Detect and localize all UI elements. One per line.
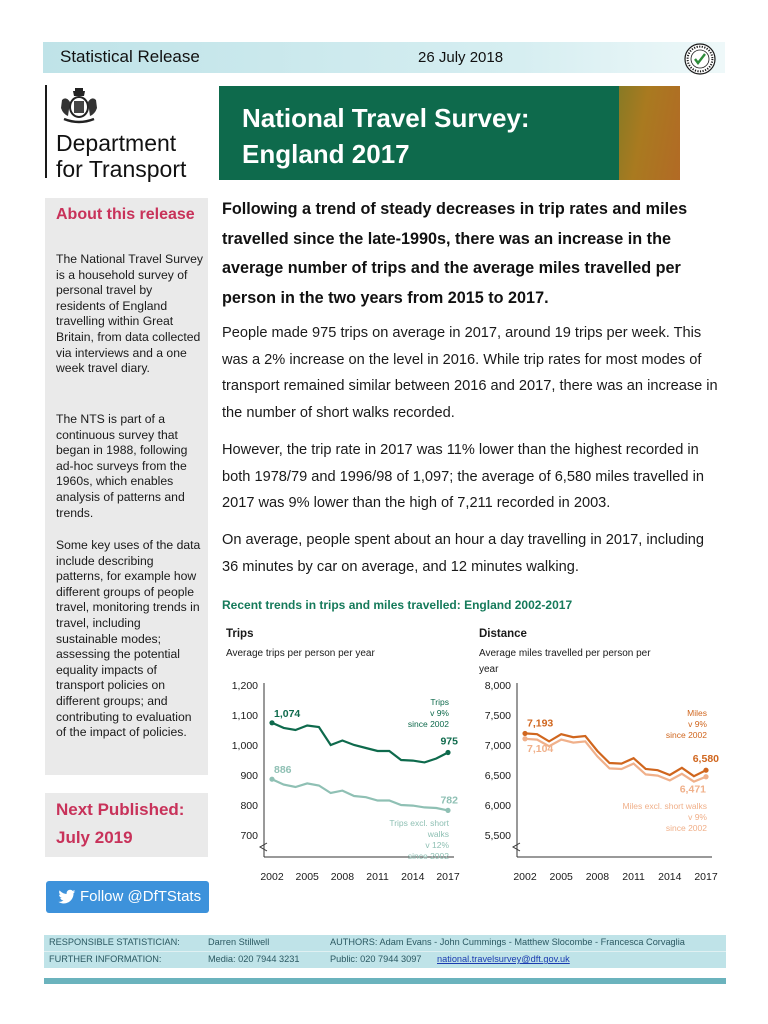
next-published-date: July 2019 (56, 828, 133, 847)
y-tick-label: 900 (240, 770, 258, 782)
series-annotation: v 9% (688, 812, 707, 822)
series-start-point (522, 731, 527, 736)
about-title: About this release (56, 206, 195, 223)
series-start-point (269, 720, 274, 725)
next-published-label: Next Published: (56, 800, 185, 819)
series-annotation: Trips (430, 697, 449, 707)
lead-paragraph: Following a trend of steady decreases in trip rates and miles travelled since the late-1990s, there was an increase in the average number of trips and the average miles travelled per person in the two years from 2015 to 2017. (222, 200, 688, 307)
y-tick-label: 1,200 (231, 680, 258, 692)
series-end-label: 6,471 (679, 783, 706, 796)
series-annotation: v 9% (430, 708, 449, 718)
publication-title-line2: England 2017 (242, 139, 410, 169)
series-line-2 (272, 779, 448, 810)
y-tick-label: 7,000 (484, 740, 511, 752)
body-paragraph-1: People made 975 trips on average in 2017, around 19 trips per week. This was a 2% increase on the level in 2016. While trip rates for most modes of transport remained similar between 2016 and 2017, there was an increase in the number of short walks recorded. (222, 325, 718, 421)
department-rule (45, 85, 47, 178)
body-paragraph-2: However, the trip rate in 2017 was 11% lower than the highest recorded in both 1978/79 and 1996/98 of 1,097; the average of 6,580 miles travelled in 2017 was 9% lower than the high of 7,211 recorded in 2003. (222, 442, 704, 511)
y-tick-label: 6,500 (484, 770, 511, 782)
about-paragraph-1: The National Travel Survey is a household survey of personal travel by residents of England travelling within Great Britain, from data collected via interviews and a one week travel diary. (56, 252, 203, 376)
responsible-statistician-name: Darren Stillwell (208, 937, 270, 947)
series-annotation: v 9% (688, 719, 707, 729)
x-tick-label: 2002 (260, 871, 284, 883)
series-annotation: Miles (687, 708, 707, 718)
body-paragraph-3: On average, people spent about an hour a day travelling in 2017, including 36 minutes by car on average, and 12 minutes walking. (222, 532, 704, 575)
responsible-statistician-label: RESPONSIBLE STATISTICIAN: (49, 937, 180, 947)
public-phone: Public: 020 7944 3097 (330, 954, 422, 964)
series-annotation: Miles excl. short walks (622, 801, 707, 811)
footer-divider (44, 951, 726, 952)
series-annotation: since 2002 (407, 719, 449, 729)
chart-subtitle: Average miles travelled per person per (479, 648, 651, 659)
twitter-bird-icon (58, 889, 76, 905)
series-annotation: walks (427, 829, 449, 839)
contact-email-link[interactable]: national.travelsurvey@dft.gov.uk (437, 954, 570, 964)
media-phone: Media: 020 7944 3231 (208, 954, 300, 964)
x-tick-label: 2011 (622, 871, 645, 883)
chart-title: Distance (479, 628, 527, 640)
series-start-label: 886 (274, 764, 292, 777)
x-tick-label: 2014 (401, 871, 425, 883)
series-start-label: 7,193 (527, 717, 554, 730)
y-tick-label: 1,100 (231, 710, 258, 722)
y-tick-label: 800 (240, 800, 258, 812)
x-tick-label: 2008 (330, 871, 355, 883)
x-tick-label: 2008 (585, 871, 610, 883)
further-information-label: FURTHER INFORMATION: (49, 954, 162, 964)
footer-end-bar (44, 978, 726, 984)
chart-subtitle: Average trips per person per year (226, 648, 375, 659)
series-end-point (445, 750, 450, 755)
department-name-line2: for Transport (56, 156, 187, 182)
x-tick-label: 2002 (513, 871, 537, 883)
y-tick-label: 1,000 (231, 740, 258, 752)
x-tick-label: 2017 (436, 871, 460, 883)
series-start-point (269, 777, 274, 782)
release-label: Statistical Release (60, 47, 200, 66)
distance-chart (475, 622, 725, 886)
series-annotation: Trips excl. short (389, 818, 449, 828)
series-end-label: 6,580 (692, 753, 719, 766)
y-tick-label: 5,500 (484, 830, 511, 842)
chart-heading: Recent trends in trips and miles travelled: England 2002-2017 (222, 598, 573, 612)
series-start-point (522, 736, 527, 741)
series-end-point (703, 774, 708, 779)
twitter-follow-label[interactable]: Follow @DfTStats (80, 888, 202, 905)
trips-chart (222, 622, 468, 886)
series-annotation: since 2002 (665, 823, 707, 833)
x-tick-label: 2011 (366, 871, 389, 883)
y-tick-label: 700 (240, 830, 258, 842)
about-paragraph-3: Some key uses of the data include describing patterns, for example how different groups of people travel, monitoring trends in travel, including sustainable modes; assessing the potential equality impacts of transport policies on different groups; and contributing to evaluation of the impact of policies. (56, 538, 201, 740)
chart-subtitle-cont: year (479, 664, 499, 675)
y-tick-label: 8,000 (484, 680, 511, 692)
series-annotation: since 2002 (407, 851, 449, 861)
royal-crest-icon (56, 86, 102, 126)
series-end-label: 975 (440, 735, 458, 748)
y-tick-label: 7,500 (484, 710, 511, 722)
series-end-point (703, 768, 708, 773)
about-paragraph-2: The NTS is part of a continuous survey that began in 1988, following ad-hoc surveys from the 1960s, which enables analysis of patterns and trends. (56, 412, 188, 520)
x-tick-label: 2017 (694, 871, 718, 883)
series-annotation: v 12% (425, 840, 449, 850)
series-end-point (445, 808, 450, 813)
series-start-label: 7,104 (527, 742, 554, 755)
authors-list: AUTHORS: Adam Evans - John Cummings - Matthew Slocombe - Francesca Corvaglia (330, 937, 685, 947)
y-tick-label: 6,000 (484, 800, 511, 812)
series-annotation: since 2002 (665, 730, 707, 740)
x-tick-label: 2005 (295, 871, 319, 883)
series-end-label: 782 (440, 794, 458, 807)
chart-title: Trips (226, 628, 254, 640)
publication-title-line1: National Travel Survey: (242, 103, 530, 133)
x-tick-label: 2005 (549, 871, 573, 883)
department-name-line1: Department (56, 130, 177, 156)
x-tick-label: 2014 (658, 871, 682, 883)
national-statistics-badge-icon (684, 43, 716, 75)
release-date: 26 July 2018 (418, 49, 504, 66)
series-start-label: 1,074 (274, 707, 301, 720)
